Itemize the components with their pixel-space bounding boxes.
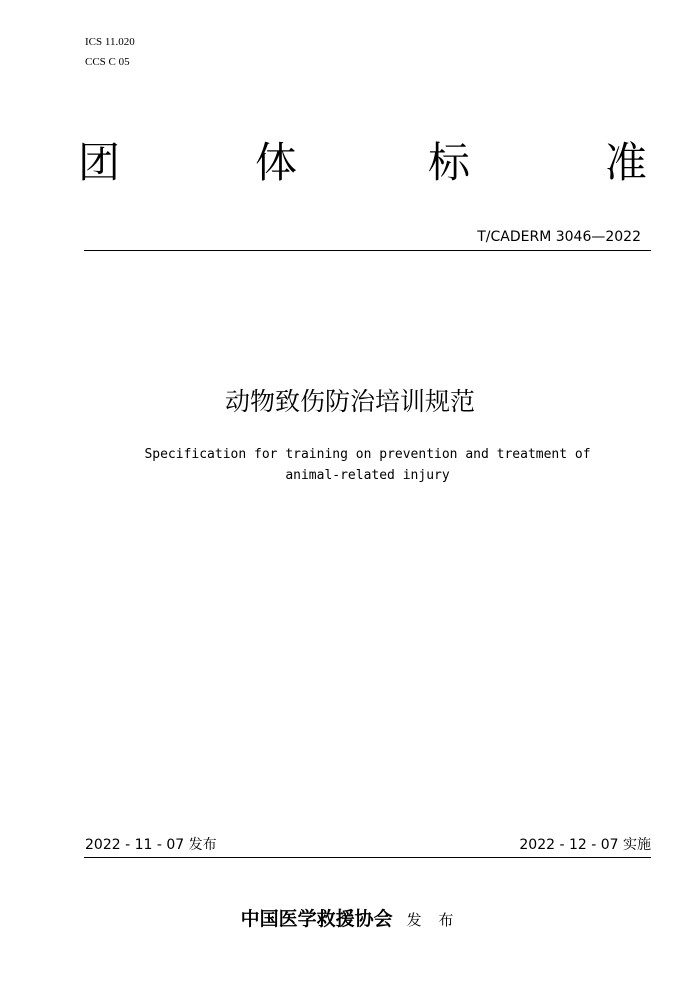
title-chinese: 动物致伤防治培训规范: [224, 387, 475, 416]
publisher-organization: 中国医学救援协会: [240, 908, 393, 930]
heading-char-2: 体: [255, 138, 298, 187]
publisher-line: [0, 906, 700, 933]
document-type-heading: [78, 138, 658, 188]
implementation-date: 2022 - 12 - 07 实施: [519, 837, 651, 853]
title-english: [84, 444, 651, 486]
ccs-code: CCS C 05: [85, 56, 130, 68]
bottom-divider: [84, 857, 651, 858]
standard-number: T/CADERM 3046—2022: [477, 229, 641, 245]
title-english-line-2: animal-related injury: [285, 468, 450, 483]
heading-char-3: 标: [428, 138, 471, 187]
ics-code: ICS 11.020: [85, 36, 135, 48]
title-english-line-1: Specification for training on prevention and treatment of: [144, 447, 591, 462]
issue-date: 2022 - 11 - 07 发布: [85, 837, 217, 853]
publish-label: 发 布: [406, 911, 460, 929]
heading-char-4: 准: [605, 138, 648, 187]
top-divider: [84, 250, 651, 251]
heading-char-1: 团: [78, 138, 121, 187]
